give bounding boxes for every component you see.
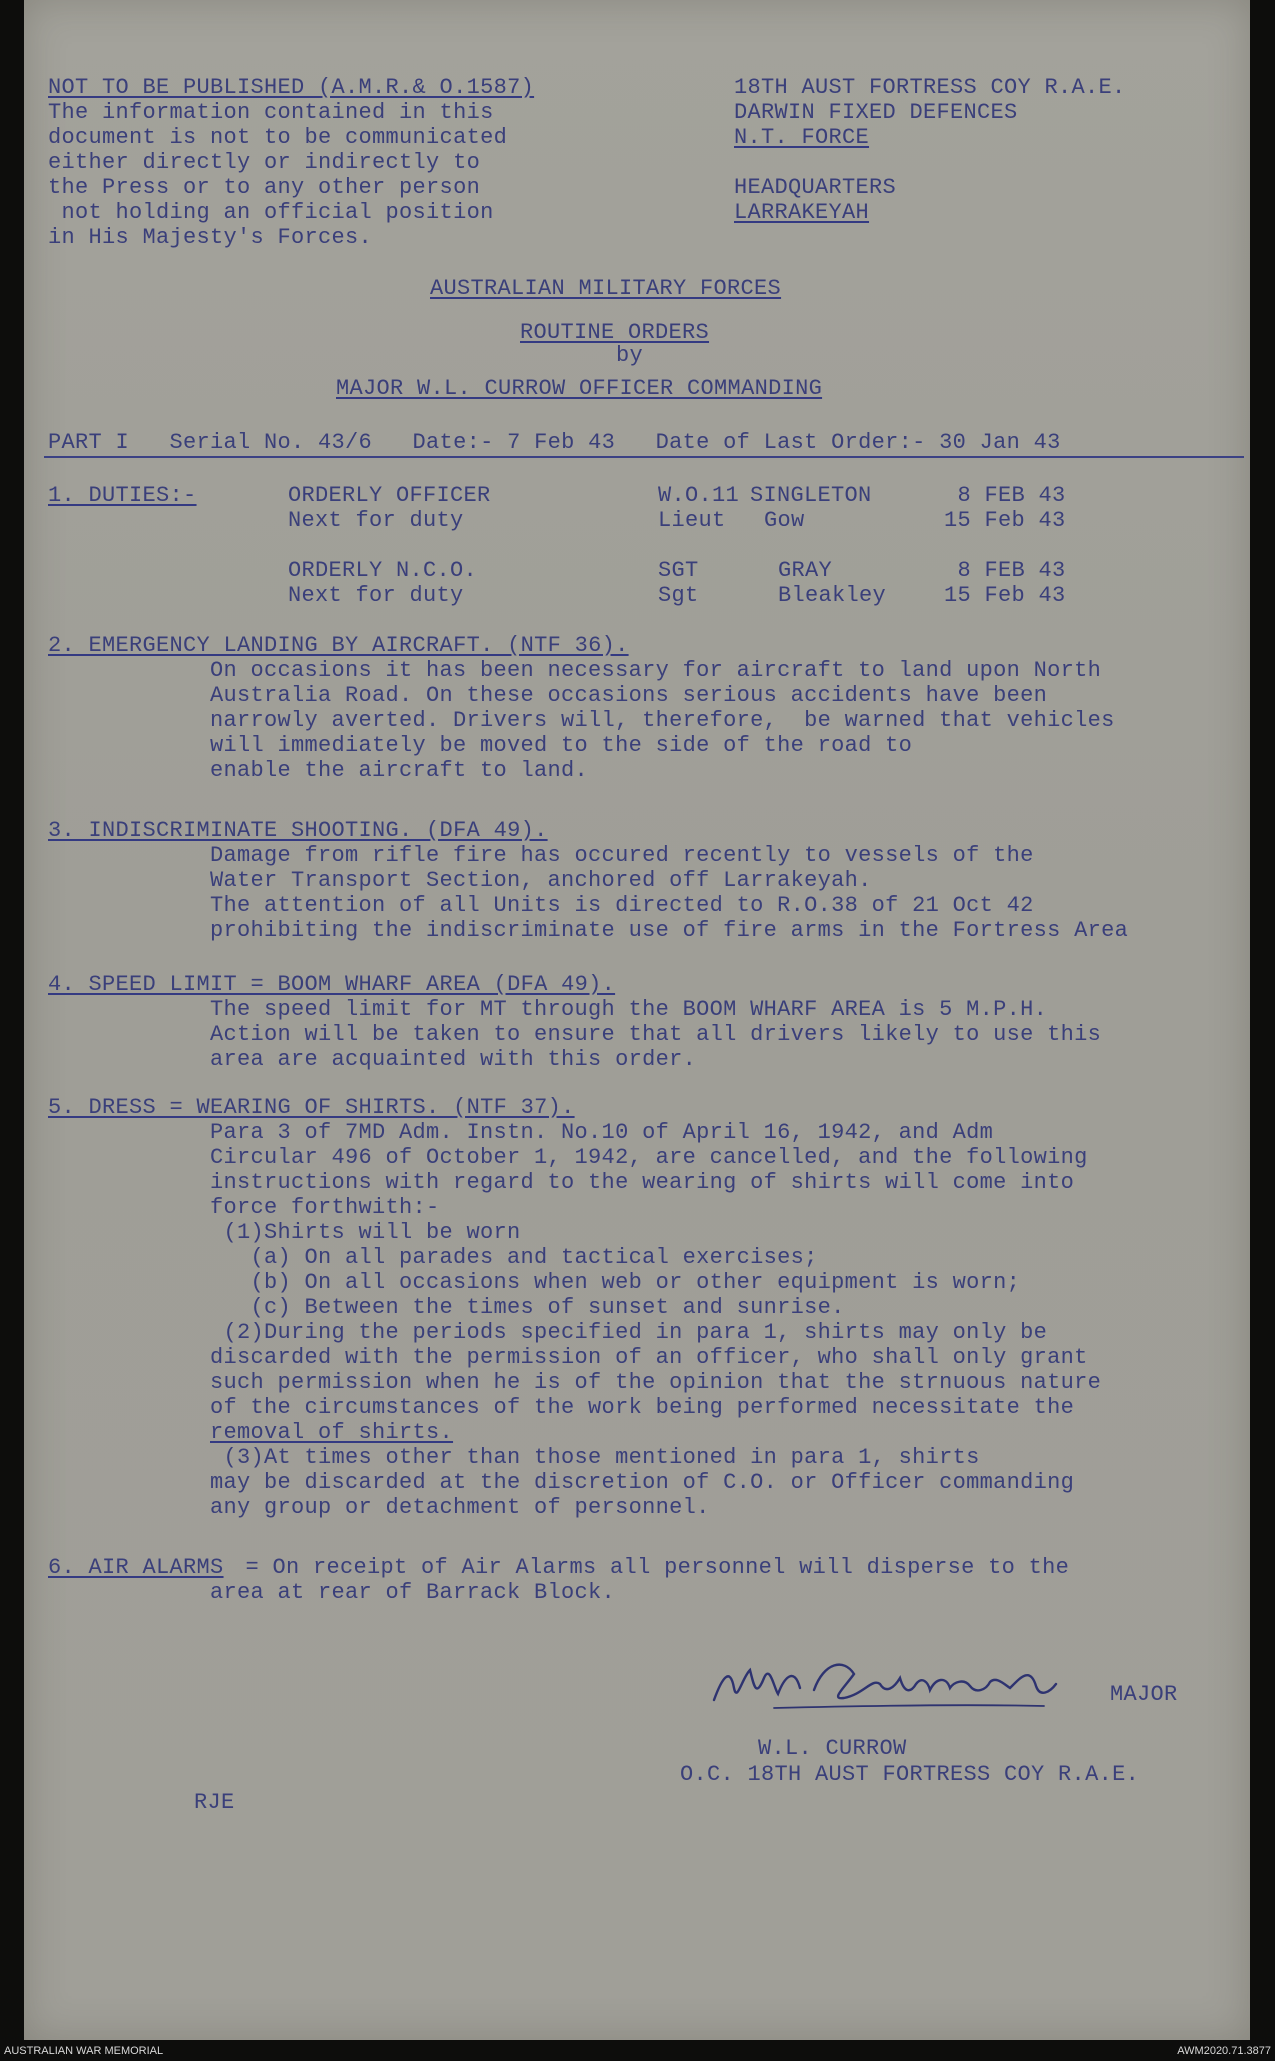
signatory-name: W.L. CURROW xyxy=(758,1736,907,1761)
security-notice-title: NOT TO BE PUBLISHED (A.M.R.& O.1587) xyxy=(48,75,535,100)
duty-date: 15 Feb 43 xyxy=(944,508,1066,533)
duty-rank: Lieut xyxy=(658,508,726,533)
section-line: instructions with regard to the wearing of shirts will come into xyxy=(210,1170,1075,1195)
section-line: Action will be taken to ensure that all drivers likely to use this xyxy=(210,1022,1102,1047)
unit-line: DARWIN FIXED DEFENCES xyxy=(734,100,1018,125)
security-notice-line: The information contained in this xyxy=(48,100,494,125)
archive-credit: AUSTRALIAN WAR MEMORIAL xyxy=(4,2045,164,2057)
section-line: Australia Road. On these occasions serious accidents have been xyxy=(210,683,1048,708)
section-line: of the circumstances of the work being performed necessitate the xyxy=(210,1395,1075,1420)
section-line: Damage from rifle fire has occured recently to vessels of the xyxy=(210,843,1034,868)
section-heading: 3. INDISCRIMINATE SHOOTING. (DFA 49). xyxy=(48,818,548,843)
duty-name: SINGLETON xyxy=(750,483,872,508)
section-line: Circular 496 of October 1, 1942, are cancelled, and the following xyxy=(210,1145,1088,1170)
unit-name: 18TH AUST FORTRESS COY R.A.E. xyxy=(734,75,1126,100)
duty-role: Next for duty xyxy=(288,583,464,608)
duty-role: ORDERLY N.C.O. xyxy=(288,558,478,583)
duty-name: Gow xyxy=(764,508,805,533)
section-heading: 6. AIR ALARMS xyxy=(48,1555,224,1580)
duty-role: ORDERLY OFFICER xyxy=(288,483,491,508)
section-line: removal of shirts. xyxy=(210,1420,454,1445)
section-line: (3)At times other than those mentioned in para 1, shirts xyxy=(210,1445,980,1470)
security-notice-line: the Press or to any other person xyxy=(48,175,481,200)
section-line: prohibiting the indiscriminate use of fire arms in the Fortress Area xyxy=(210,918,1129,943)
duty-date: 8 FEB 43 xyxy=(944,558,1066,583)
security-notice-line: not holding an official position xyxy=(48,200,494,225)
duty-role: Next for duty xyxy=(288,508,464,533)
section-heading: 2. EMERGENCY LANDING BY AIRCRAFT. (NTF 36). xyxy=(48,633,629,658)
unit-location: LARRAKEYAH xyxy=(734,200,870,225)
typist-initials: RJE xyxy=(194,1790,235,1815)
section-line: On occasions it has been necessary for aircraft to land upon North xyxy=(210,658,1102,683)
document-by: by xyxy=(616,343,644,368)
section-line: area are acquainted with this order. xyxy=(210,1047,697,1072)
section-line: will immediately be moved to the side of the road to xyxy=(210,733,913,758)
duty-name: GRAY xyxy=(778,558,833,583)
section-line: may be discarded at the discretion of C.O. or Officer commanding xyxy=(210,1470,1075,1495)
section-line: (2)During the periods specified in para 1, shirts may only be xyxy=(210,1320,1048,1345)
document-subtitle: ROUTINE ORDERS xyxy=(520,320,710,345)
section-line: such permission when he is of the opinion that the strnuous nature xyxy=(210,1370,1102,1395)
section-line: (a) On all parades and tactical exercises; xyxy=(210,1245,818,1270)
duty-rank: Sgt xyxy=(658,583,699,608)
section-line: (1)Shirts will be worn xyxy=(210,1220,521,1245)
archive-reference: AWM2020.71.3877 xyxy=(1177,2045,1271,2057)
section-line: narrowly averted. Drivers will, therefore, be warned that vehicles xyxy=(210,708,1115,733)
signatory-rank: MAJOR xyxy=(1110,1682,1178,1707)
section-line: Para 3 of 7MD Adm. Instn. No.10 of April 16, 1942, and Adm xyxy=(210,1120,994,1145)
document-sheet xyxy=(24,0,1250,2040)
section-line: area at rear of Barrack Block. xyxy=(210,1580,616,1605)
section-line: (c) Between the times of sunset and sunrise. xyxy=(210,1295,845,1320)
section-line: discarded with the permission of an officer, who shall only grant xyxy=(210,1345,1088,1370)
section-heading: 5. DRESS = WEARING OF SHIRTS. (NTF 37). xyxy=(48,1095,575,1120)
section-line: enable the aircraft to land. xyxy=(210,758,589,783)
signatory-title: O.C. 18TH AUST FORTRESS COY R.A.E. xyxy=(680,1762,1140,1787)
security-notice-line: in His Majesty's Forces. xyxy=(48,225,373,250)
part-serial-line: PART I Serial No. 43/6 Date:- 7 Feb 43 Date of Last Order:- 30 Jan 43 xyxy=(48,430,1061,455)
section-line: The speed limit for MT through the BOOM WHARF AREA is 5 M.P.H. xyxy=(210,997,1048,1022)
section-line: (b) On all occasions when web or other equipment is worn; xyxy=(210,1270,1021,1295)
duty-date: 8 FEB 43 xyxy=(944,483,1066,508)
unit-line: N.T. FORCE xyxy=(734,125,870,150)
duties-heading: 1. DUTIES:- xyxy=(48,483,197,508)
section-line: Water Transport Section, anchored off Larrakeyah. xyxy=(210,868,872,893)
section-line: The attention of all Units is directed to R.O.38 of 21 Oct 42 xyxy=(210,893,1034,918)
duty-name: Bleakley xyxy=(778,583,887,608)
duty-rank: W.O.11 xyxy=(658,483,740,508)
handwritten-signature xyxy=(704,1648,1124,1718)
duty-date: 15 Feb 43 xyxy=(944,583,1066,608)
security-notice-line: either directly or indirectly to xyxy=(48,150,481,175)
security-notice-line: document is not to be communicated xyxy=(48,125,508,150)
document-title: AUSTRALIAN MILITARY FORCES xyxy=(430,276,782,301)
section-heading: 4. SPEED LIMIT = BOOM WHARF AREA (DFA 49). xyxy=(48,972,616,997)
unit-line: HEADQUARTERS xyxy=(734,175,897,200)
commanding-officer-line: MAJOR W.L. CURROW OFFICER COMMANDING xyxy=(336,376,823,401)
section-line: = On receipt of Air Alarms all personnel will disperse to the xyxy=(232,1555,1070,1580)
section-line: any group or detachment of personnel. xyxy=(210,1495,710,1520)
duty-rank: SGT xyxy=(658,558,699,583)
section-line: force forthwith:- xyxy=(210,1195,440,1220)
part-divider xyxy=(44,456,1244,458)
